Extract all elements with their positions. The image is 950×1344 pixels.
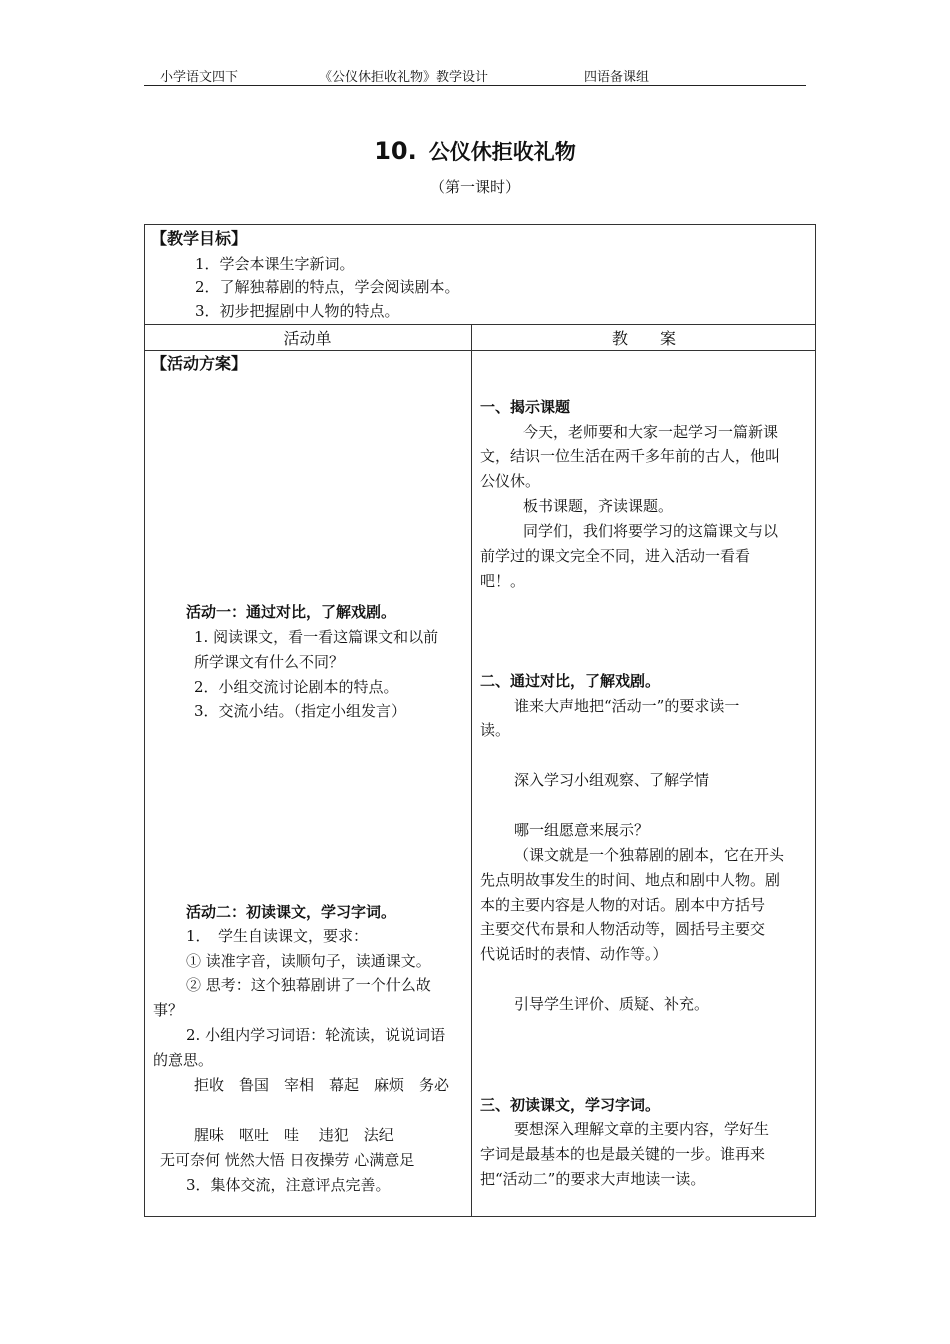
section2-line: 引导学生评价、质疑、补充。	[514, 995, 710, 1013]
section2-line: 谁来大声地把“活动一”的要求读一	[514, 697, 740, 715]
activity2-line: 的意思。	[153, 1051, 214, 1069]
column-header-activity: 活动单	[283, 329, 332, 348]
section1-line: 吧！。	[480, 572, 526, 590]
section2-line: （课文就是一个独幕剧的剧本，它在开头	[514, 846, 785, 864]
table-rule	[144, 324, 816, 325]
objectives-heading: 【教学目标】	[151, 229, 248, 248]
activity1-line: 2．小组交流讨论剧本的特点。	[194, 678, 399, 696]
activity2-title: 活动二：初读课文，学习字词。	[186, 903, 397, 921]
table-rule	[144, 350, 816, 351]
section3-line: 要想深入理解文章的主要内容，学好生	[514, 1120, 770, 1138]
column-divider	[471, 324, 472, 1217]
activity1-title: 活动一：通过对比，了解戏剧。	[186, 603, 397, 621]
vocabulary-row: 无可奈何 恍然大悟 日夜操劳 心满意足	[160, 1151, 415, 1169]
vocabulary-row: 腥味 呕吐 哇 违犯 法纪	[194, 1126, 394, 1144]
activity2-line: 1． 学生自读课文，要求：	[186, 927, 369, 945]
page-subtitle: （第一课时）	[429, 178, 520, 196]
section1-line: 板书课题，齐读课题。	[523, 497, 674, 515]
section2-line: 先点明故事发生的时间、地点和剧中人物。剧	[480, 871, 781, 889]
activity1-line: 1. 阅读课文，看一看这篇课文和以前	[194, 628, 439, 646]
section1-line: 公仪休。	[480, 472, 541, 490]
header-center: 《公仪休拒收礼物》教学设计	[319, 70, 489, 85]
section1-title: 一、揭示课题	[480, 398, 571, 416]
section2-line: 本的主要内容是人物的对话。剧本中方括号	[480, 896, 766, 914]
section2-line: 代说话时的表情、动作等。）	[480, 945, 668, 963]
section3-title: 三、初读课文，学习字词。	[480, 1096, 661, 1114]
section2-line: 读。	[480, 721, 511, 739]
column-header-plan: 教 案	[611, 329, 676, 348]
lesson-number: 10.	[374, 137, 417, 165]
activity2-line: 3．集体交流，注意评点完善。	[186, 1176, 391, 1194]
activity2-line: 事？	[153, 1001, 184, 1019]
page-header	[144, 64, 806, 86]
section3-line: 把“活动二”的要求大声地读一读。	[480, 1170, 706, 1188]
objective-item: 1．学会本课生字新词。	[195, 255, 355, 273]
activity1-line: 3．交流小结。（指定小组发言）	[194, 702, 407, 720]
section2-line: 深入学习小组观察、了解学情	[514, 771, 710, 789]
header-left: 小学语文四下	[160, 70, 239, 85]
section2-line: 哪一组愿意来展示？	[514, 821, 650, 839]
activity2-line: 2. 小组内学习词语：轮流读，说说词语	[186, 1026, 446, 1044]
activity2-line: ① 读准字音，读顺句子，读通课文。	[186, 952, 431, 970]
section2-title: 二、通过对比，了解戏剧。	[480, 672, 661, 690]
section1-line: 前学过的课文完全不同，进入活动一看看	[480, 547, 751, 565]
activity2-line: ② 思考：这个独幕剧讲了一个什么故	[186, 976, 431, 994]
vocabulary-row: 拒收 鲁国 宰相 幕起 麻烦 务必	[194, 1076, 450, 1094]
lesson-title: 公仪休拒收礼物	[428, 140, 576, 164]
section1-line: 今天，老师要和大家一起学习一篇新课	[523, 423, 779, 441]
page-title	[0, 136, 950, 166]
activity1-line: 所学课文有什么不同？	[194, 653, 345, 671]
header-right: 四语备课组	[584, 70, 650, 85]
section3-line: 字词是最基本的也是最关键的一步。谁再来	[480, 1145, 766, 1163]
section1-line: 文，结识一位生活在两千多年前的古人，他叫	[480, 447, 781, 465]
section2-line: 主要交代布景和人物活动等，圆括号主要交	[480, 920, 766, 938]
objective-item: 3．初步把握剧中人物的特点。	[195, 302, 400, 320]
section1-line: 同学们，我们将要学习的这篇课文与以	[523, 522, 779, 540]
activity-plan-heading: 【活动方案】	[151, 354, 248, 373]
objective-item: 2．了解独幕剧的特点，学会阅读剧本。	[195, 278, 460, 296]
